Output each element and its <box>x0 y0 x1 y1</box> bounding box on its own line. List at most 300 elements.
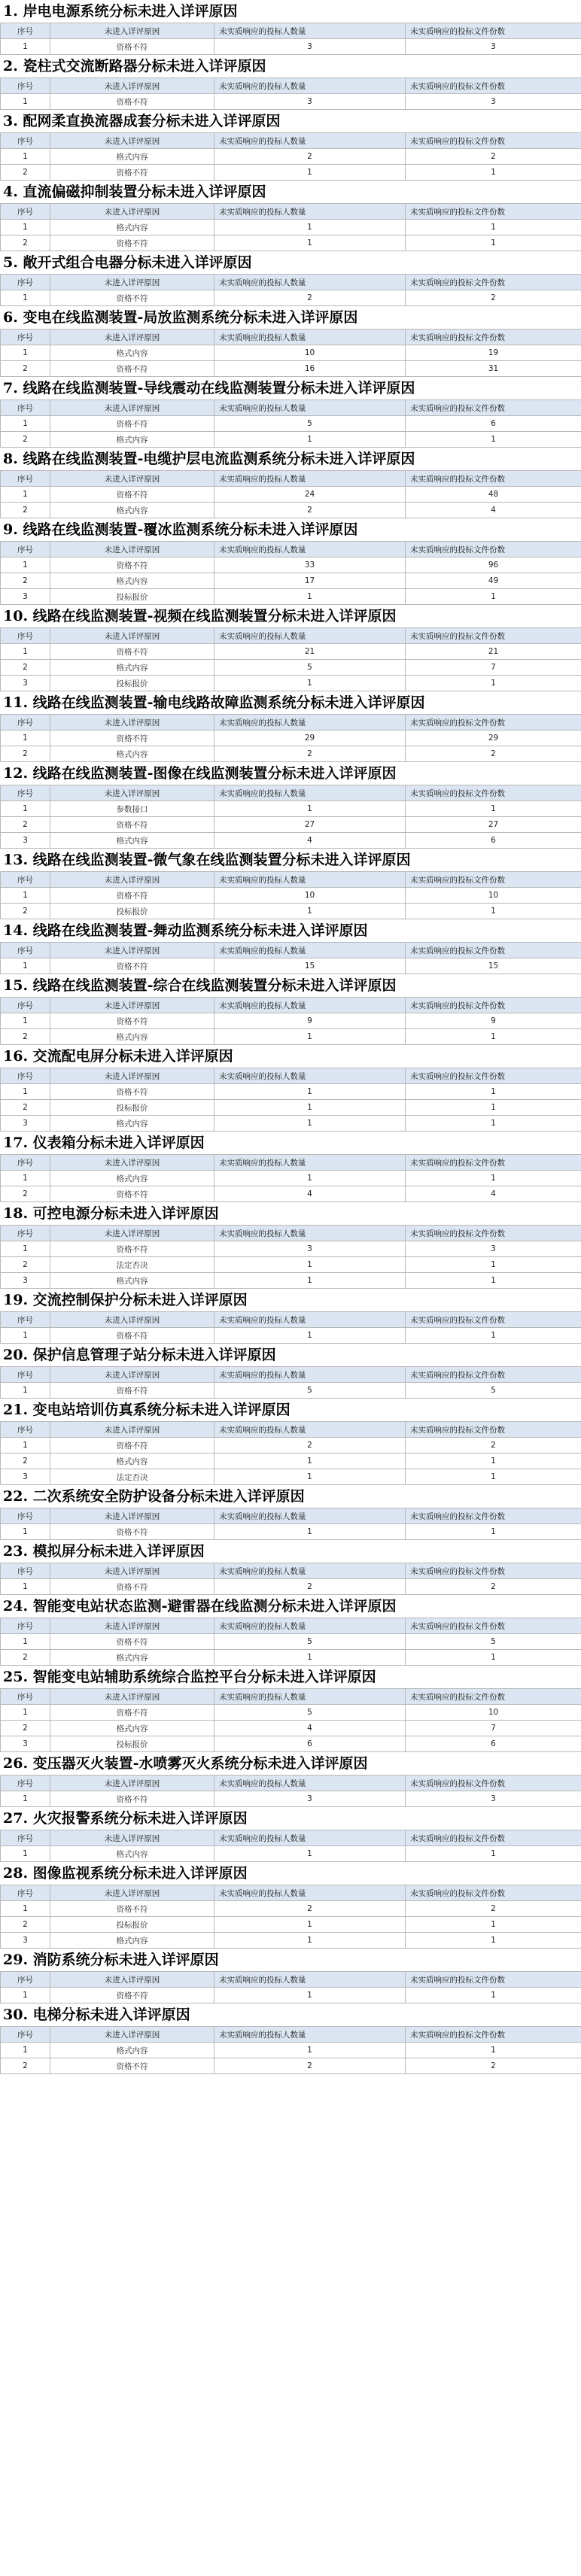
header-row <box>1 400 581 416</box>
table-row <box>1 1634 581 1650</box>
header-row <box>1 998 581 1013</box>
cell-bidder-count: 4 <box>214 833 406 849</box>
header-file-count: 未实质响应的投标文件份数 <box>406 998 581 1013</box>
table-row <box>1 1650 581 1666</box>
cell-reason: 格式内容 <box>50 573 214 589</box>
header-reason: 未进入详评原因 <box>50 1830 214 1846</box>
header-bidder-count: 未实质响应的投标人数量 <box>214 785 406 801</box>
table-row <box>1 149 581 165</box>
table-row <box>1 1846 581 1862</box>
cell-file-count: 1 <box>406 904 581 919</box>
header-file-count: 未实质响应的投标文件份数 <box>406 1618 581 1634</box>
cell-reason: 投标报价 <box>50 1100 214 1116</box>
header-row <box>1 1776 581 1791</box>
cell-seq: 1 <box>1 1438 50 1454</box>
section-title: 7. 线路在线监测装置-导线震动在线监测装置分标未进入详评原因 <box>3 380 415 396</box>
cell-file-count: 9 <box>406 1013 581 1029</box>
section-title: 28. 图像监视系统分标未进入详评原因 <box>3 1865 248 1882</box>
header-file-count: 未实质响应的投标文件份数 <box>406 628 581 644</box>
header-reason: 未进入详评原因 <box>50 275 214 290</box>
cell-file-count: 1 <box>406 1116 581 1132</box>
table-row <box>1 1241 581 1257</box>
cell-bidder-count: 1 <box>214 1100 406 1116</box>
header-seq: 序号 <box>1 1312 50 1328</box>
cell-reason: 资格不符 <box>50 1524 214 1540</box>
cell-seq: 3 <box>1 1933 50 1949</box>
cell-file-count: 1 <box>406 165 581 181</box>
section <box>0 762 581 849</box>
header-reason: 未进入详评原因 <box>50 998 214 1013</box>
cell-reason: 资格不符 <box>50 39 214 55</box>
cell-file-count: 1 <box>406 1524 581 1540</box>
header-seq: 序号 <box>1 943 50 958</box>
header-reason: 未进入详评原因 <box>50 1226 214 1241</box>
header-bidder-count: 未实质响应的投标人数量 <box>214 1226 406 1241</box>
header-row <box>1 78 581 94</box>
table-row <box>1 1116 581 1132</box>
header-bidder-count: 未实质响应的投标人数量 <box>214 1830 406 1846</box>
table-row <box>1 94 581 110</box>
header-file-count: 未实质响应的投标文件份数 <box>406 1972 581 1988</box>
header-file-count: 未实质响应的投标文件份数 <box>406 1226 581 1241</box>
cell-seq: 1 <box>1 1383 50 1399</box>
cell-reason: 格式内容 <box>50 746 214 762</box>
cell-bidder-count: 24 <box>214 487 406 503</box>
header-seq: 序号 <box>1 1508 50 1524</box>
section-title: 23. 模拟屏分标未进入详评原因 <box>3 1543 205 1560</box>
table-row <box>1 432 581 448</box>
table-row <box>1 1579 581 1595</box>
cell-file-count: 1 <box>406 1917 581 1933</box>
header-seq: 序号 <box>1 1830 50 1846</box>
cell-file-count: 5 <box>406 1383 581 1399</box>
cell-file-count: 5 <box>406 1634 581 1650</box>
header-seq: 序号 <box>1 23 50 39</box>
cell-bidder-count: 21 <box>214 644 406 660</box>
cell-bidder-count: 1 <box>214 220 406 235</box>
cell-reason: 资格不符 <box>50 1988 214 2003</box>
cell-bidder-count: 2 <box>214 1901 406 1917</box>
header-row <box>1 1422 581 1438</box>
cell-reason: 资格不符 <box>50 1013 214 1029</box>
table-row <box>1 660 581 676</box>
reason-table <box>0 274 581 306</box>
header-file-count: 未实质响应的投标文件份数 <box>406 1312 581 1328</box>
table-row <box>1 1791 581 1807</box>
cell-seq: 3 <box>1 1116 50 1132</box>
header-reason: 未进入详评原因 <box>50 1367 214 1383</box>
section-title: 3. 配网柔直换流器成套分标未进入详评原因 <box>3 113 281 129</box>
table-row <box>1 1736 581 1752</box>
header-seq: 序号 <box>1 2027 50 2043</box>
header-seq: 序号 <box>1 715 50 731</box>
cell-file-count: 1 <box>406 432 581 448</box>
cell-reason: 法定否决 <box>50 1257 214 1273</box>
header-bidder-count: 未实质响应的投标人数量 <box>214 628 406 644</box>
header-bidder-count: 未实质响应的投标人数量 <box>214 1312 406 1328</box>
section <box>0 181 581 251</box>
reason-table <box>0 1366 581 1399</box>
table-row <box>1 235 581 251</box>
table-row <box>1 589 581 605</box>
cell-reason: 资格不符 <box>50 958 214 974</box>
header-bidder-count: 未实质响应的投标人数量 <box>214 1689 406 1705</box>
cell-seq: 1 <box>1 1846 50 1862</box>
section <box>0 1666 581 1752</box>
header-bidder-count: 未实质响应的投标人数量 <box>214 542 406 557</box>
header-reason: 未进入详评原因 <box>50 1155 214 1171</box>
reason-table <box>0 1563 581 1595</box>
reason-table <box>0 785 581 849</box>
header-reason: 未进入详评原因 <box>50 1068 214 1084</box>
cell-reason: 资格不符 <box>50 1383 214 1399</box>
table-row <box>1 1257 581 1273</box>
cell-seq: 2 <box>1 432 50 448</box>
reason-table <box>0 541 581 605</box>
cell-reason: 资格不符 <box>50 557 214 573</box>
cell-file-count: 1 <box>406 1846 581 1862</box>
cell-seq: 2 <box>1 660 50 676</box>
cell-reason: 资格不符 <box>50 1901 214 1917</box>
header-reason: 未进入详评原因 <box>50 542 214 557</box>
cell-seq: 2 <box>1 361 50 377</box>
section <box>0 974 581 1045</box>
reason-table <box>0 714 581 762</box>
cell-file-count: 96 <box>406 557 581 573</box>
header-bidder-count: 未实质响应的投标人数量 <box>214 2027 406 2043</box>
cell-bidder-count: 1 <box>214 1328 406 1344</box>
header-seq: 序号 <box>1 998 50 1013</box>
header-file-count: 未实质响应的投标文件份数 <box>406 1068 581 1084</box>
header-seq: 序号 <box>1 1068 50 1084</box>
header-file-count: 未实质响应的投标文件份数 <box>406 1830 581 1846</box>
reason-table <box>0 2026 581 2074</box>
cell-seq: 2 <box>1 165 50 181</box>
cell-seq: 2 <box>1 1186 50 1202</box>
header-reason: 未进入详评原因 <box>50 1689 214 1705</box>
section <box>0 1045 581 1132</box>
cell-file-count: 3 <box>406 39 581 55</box>
cell-reason: 资格不符 <box>50 1705 214 1721</box>
cell-reason: 投标报价 <box>50 1917 214 1933</box>
cell-reason: 资格不符 <box>50 235 214 251</box>
cell-file-count: 7 <box>406 660 581 676</box>
cell-reason: 格式内容 <box>50 1933 214 1949</box>
cell-file-count: 19 <box>406 345 581 361</box>
section <box>0 691 581 762</box>
table-row <box>1 746 581 762</box>
header-file-count: 未实质响应的投标文件份数 <box>406 2027 581 2043</box>
cell-seq: 1 <box>1 1579 50 1595</box>
table-row <box>1 557 581 573</box>
cell-seq: 1 <box>1 1988 50 2003</box>
header-row <box>1 1312 581 1328</box>
cell-bidder-count: 1 <box>214 1171 406 1186</box>
section <box>0 919 581 974</box>
cell-bidder-count: 16 <box>214 361 406 377</box>
header-bidder-count: 未实质响应的投标人数量 <box>214 1776 406 1791</box>
reason-table <box>0 1688 581 1752</box>
header-seq: 序号 <box>1 330 50 345</box>
cell-reason: 资格不符 <box>50 165 214 181</box>
cell-seq: 3 <box>1 1736 50 1752</box>
cell-bidder-count: 6 <box>214 1736 406 1752</box>
cell-file-count: 1 <box>406 1650 581 1666</box>
table-row <box>1 416 581 432</box>
cell-bidder-count: 1 <box>214 589 406 605</box>
cell-file-count: 1 <box>406 1257 581 1273</box>
table-row <box>1 1013 581 1029</box>
cell-reason: 法定否决 <box>50 1469 214 1485</box>
header-file-count: 未实质响应的投标文件份数 <box>406 1508 581 1524</box>
cell-bidder-count: 27 <box>214 817 406 833</box>
cell-file-count: 3 <box>406 1791 581 1807</box>
header-row <box>1 715 581 731</box>
table-row <box>1 1328 581 1344</box>
cell-file-count: 1 <box>406 1988 581 2003</box>
cell-reason: 格式内容 <box>50 220 214 235</box>
cell-bidder-count: 3 <box>214 39 406 55</box>
section-title: 27. 火灾报警系统分标未进入详评原因 <box>3 1810 248 1827</box>
reason-table <box>0 997 581 1045</box>
header-reason: 未进入详评原因 <box>50 785 214 801</box>
header-reason: 未进入详评原因 <box>50 872 214 888</box>
cell-bidder-count: 10 <box>214 888 406 904</box>
table-row <box>1 904 581 919</box>
cell-reason: 资格不符 <box>50 1579 214 1595</box>
cell-bidder-count: 1 <box>214 1846 406 1862</box>
cell-bidder-count: 33 <box>214 557 406 573</box>
cell-seq: 1 <box>1 416 50 432</box>
cell-bidder-count: 1 <box>214 1454 406 1469</box>
cell-reason: 资格不符 <box>50 94 214 110</box>
cell-seq: 1 <box>1 888 50 904</box>
header-file-count: 未实质响应的投标文件份数 <box>406 1422 581 1438</box>
reason-table <box>0 1775 581 1807</box>
header-row <box>1 471 581 487</box>
section <box>0 1202 581 1289</box>
cell-bidder-count: 17 <box>214 573 406 589</box>
cell-seq: 2 <box>1 503 50 518</box>
header-reason: 未进入详评原因 <box>50 1618 214 1634</box>
section-title: 22. 二次系统安全防护设备分标未进入详评原因 <box>3 1488 305 1505</box>
header-reason: 未进入详评原因 <box>50 133 214 149</box>
header-reason: 未进入详评原因 <box>50 1312 214 1328</box>
cell-seq: 1 <box>1 958 50 974</box>
cell-seq: 2 <box>1 1257 50 1273</box>
header-bidder-count: 未实质响应的投标人数量 <box>214 943 406 958</box>
header-file-count: 未实质响应的投标文件份数 <box>406 785 581 801</box>
cell-file-count: 29 <box>406 731 581 746</box>
cell-file-count: 1 <box>406 235 581 251</box>
header-file-count: 未实质响应的投标文件份数 <box>406 1776 581 1791</box>
cell-reason: 资格不符 <box>50 644 214 660</box>
cell-file-count: 1 <box>406 1469 581 1485</box>
section-title: 10. 线路在线监测装置-视频在线监测装置分标未进入详评原因 <box>3 608 397 624</box>
cell-bidder-count: 3 <box>214 94 406 110</box>
cell-reason: 格式内容 <box>50 503 214 518</box>
section <box>0 448 581 518</box>
header-reason: 未进入详评原因 <box>50 471 214 487</box>
reason-table <box>0 942 581 974</box>
cell-seq: 1 <box>1 39 50 55</box>
cell-file-count: 1 <box>406 676 581 691</box>
header-seq: 序号 <box>1 400 50 416</box>
reason-table <box>0 1830 581 1862</box>
cell-seq: 3 <box>1 1469 50 1485</box>
cell-file-count: 1 <box>406 589 581 605</box>
cell-bidder-count: 5 <box>214 660 406 676</box>
header-row <box>1 1367 581 1383</box>
header-file-count: 未实质响应的投标文件份数 <box>406 943 581 958</box>
header-bidder-count: 未实质响应的投标人数量 <box>214 1422 406 1438</box>
header-bidder-count: 未实质响应的投标人数量 <box>214 23 406 39</box>
cell-bidder-count: 1 <box>214 2043 406 2058</box>
header-file-count: 未实质响应的投标文件份数 <box>406 78 581 94</box>
cell-reason: 资格不符 <box>50 1186 214 1202</box>
cell-bidder-count: 29 <box>214 731 406 746</box>
section <box>0 849 581 919</box>
cell-file-count: 2 <box>406 290 581 306</box>
section-title: 17. 仪表箱分标未进入详评原因 <box>3 1135 205 1151</box>
cell-seq: 2 <box>1 1650 50 1666</box>
header-row <box>1 1618 581 1634</box>
section-title: 15. 线路在线监测装置-综合在线监测装置分标未进入详评原因 <box>3 977 397 994</box>
header-seq: 序号 <box>1 204 50 220</box>
section-title: 9. 线路在线监测装置-覆冰监测系统分标未进入详评原因 <box>3 521 358 538</box>
cell-reason: 格式内容 <box>50 345 214 361</box>
cell-file-count: 2 <box>406 1901 581 1917</box>
section <box>0 2003 581 2074</box>
table-row <box>1 1933 581 1949</box>
cell-seq: 1 <box>1 1791 50 1807</box>
table-row <box>1 958 581 974</box>
header-seq: 序号 <box>1 1422 50 1438</box>
cell-seq: 1 <box>1 1634 50 1650</box>
cell-reason: 参数接口 <box>50 801 214 817</box>
cell-file-count: 1 <box>406 1029 581 1045</box>
header-seq: 序号 <box>1 1689 50 1705</box>
header-row <box>1 1972 581 1988</box>
section-title: 30. 电梯分标未进入详评原因 <box>3 2006 190 2023</box>
cell-bidder-count: 5 <box>214 1705 406 1721</box>
header-row <box>1 330 581 345</box>
header-file-count: 未实质响应的投标文件份数 <box>406 715 581 731</box>
cell-reason: 资格不符 <box>50 361 214 377</box>
cell-file-count: 27 <box>406 817 581 833</box>
section-title: 8. 线路在线监测装置-电缆护层电流监测系统分标未进入详评原因 <box>3 451 415 467</box>
table-row <box>1 1029 581 1045</box>
section-title: 14. 线路在线监测装置-舞动监测系统分标未进入详评原因 <box>3 922 368 939</box>
header-row <box>1 275 581 290</box>
header-file-count: 未实质响应的投标文件份数 <box>406 133 581 149</box>
cell-reason: 资格不符 <box>50 817 214 833</box>
header-seq: 序号 <box>1 1563 50 1579</box>
header-row <box>1 872 581 888</box>
cell-reason: 格式内容 <box>50 432 214 448</box>
header-bidder-count: 未实质响应的投标人数量 <box>214 133 406 149</box>
cell-bidder-count: 1 <box>214 1933 406 1949</box>
reason-table <box>0 77 581 110</box>
cell-reason: 投标报价 <box>50 676 214 691</box>
table-row <box>1 345 581 361</box>
cell-seq: 1 <box>1 801 50 817</box>
cell-file-count: 1 <box>406 220 581 235</box>
cell-reason: 格式内容 <box>50 660 214 676</box>
header-row <box>1 23 581 39</box>
table-row <box>1 833 581 849</box>
header-seq: 序号 <box>1 133 50 149</box>
table-row <box>1 573 581 589</box>
header-bidder-count: 未实质响应的投标人数量 <box>214 1972 406 1988</box>
cell-reason: 格式内容 <box>50 1116 214 1132</box>
cell-bidder-count: 1 <box>214 1257 406 1273</box>
cell-reason: 资格不符 <box>50 1241 214 1257</box>
cell-seq: 2 <box>1 1721 50 1736</box>
section-title: 12. 线路在线监测装置-图像在线监测装置分标未进入详评原因 <box>3 765 397 782</box>
cell-seq: 1 <box>1 220 50 235</box>
cell-file-count: 48 <box>406 487 581 503</box>
header-bidder-count: 未实质响应的投标人数量 <box>214 78 406 94</box>
cell-file-count: 2 <box>406 1579 581 1595</box>
table-row <box>1 1438 581 1454</box>
cell-file-count: 1 <box>406 1100 581 1116</box>
header-seq: 序号 <box>1 1226 50 1241</box>
cell-reason: 资格不符 <box>50 487 214 503</box>
cell-seq: 1 <box>1 345 50 361</box>
header-bidder-count: 未实质响应的投标人数量 <box>214 1155 406 1171</box>
header-reason: 未进入详评原因 <box>50 715 214 731</box>
cell-seq: 1 <box>1 1013 50 1029</box>
table-row <box>1 503 581 518</box>
reason-table <box>0 1421 581 1485</box>
cell-reason: 格式内容 <box>50 1846 214 1862</box>
cell-file-count: 6 <box>406 1736 581 1752</box>
cell-seq: 2 <box>1 235 50 251</box>
cell-seq: 1 <box>1 1901 50 1917</box>
cell-file-count: 1 <box>406 1084 581 1100</box>
header-bidder-count: 未实质响应的投标人数量 <box>214 204 406 220</box>
cell-seq: 1 <box>1 487 50 503</box>
reason-table <box>0 871 581 919</box>
cell-reason: 资格不符 <box>50 1438 214 1454</box>
cell-reason: 资格不符 <box>50 1791 214 1807</box>
section <box>0 1132 581 1202</box>
cell-file-count: 4 <box>406 1186 581 1202</box>
section-title: 18. 可控电源分标未进入详评原因 <box>3 1205 219 1222</box>
table-row <box>1 487 581 503</box>
cell-seq: 1 <box>1 149 50 165</box>
cell-bidder-count: 2 <box>214 1579 406 1595</box>
table-row <box>1 290 581 306</box>
header-seq: 序号 <box>1 1972 50 1988</box>
cell-bidder-count: 10 <box>214 345 406 361</box>
section-title: 19. 交流控制保护分标未进入详评原因 <box>3 1292 248 1308</box>
section-title: 20. 保护信息管理子站分标未进入详评原因 <box>3 1347 276 1363</box>
table-row <box>1 1705 581 1721</box>
section <box>0 0 581 55</box>
cell-seq: 1 <box>1 557 50 573</box>
cell-seq: 2 <box>1 573 50 589</box>
header-seq: 序号 <box>1 542 50 557</box>
cell-file-count: 15 <box>406 958 581 974</box>
header-seq: 序号 <box>1 275 50 290</box>
section <box>0 1949 581 2003</box>
section-title: 26. 变压器灭火装置-水喷雾灭火系统分标未进入详评原因 <box>3 1755 368 1772</box>
header-bidder-count: 未实质响应的投标人数量 <box>214 1367 406 1383</box>
header-file-count: 未实质响应的投标文件份数 <box>406 23 581 39</box>
header-row <box>1 1508 581 1524</box>
